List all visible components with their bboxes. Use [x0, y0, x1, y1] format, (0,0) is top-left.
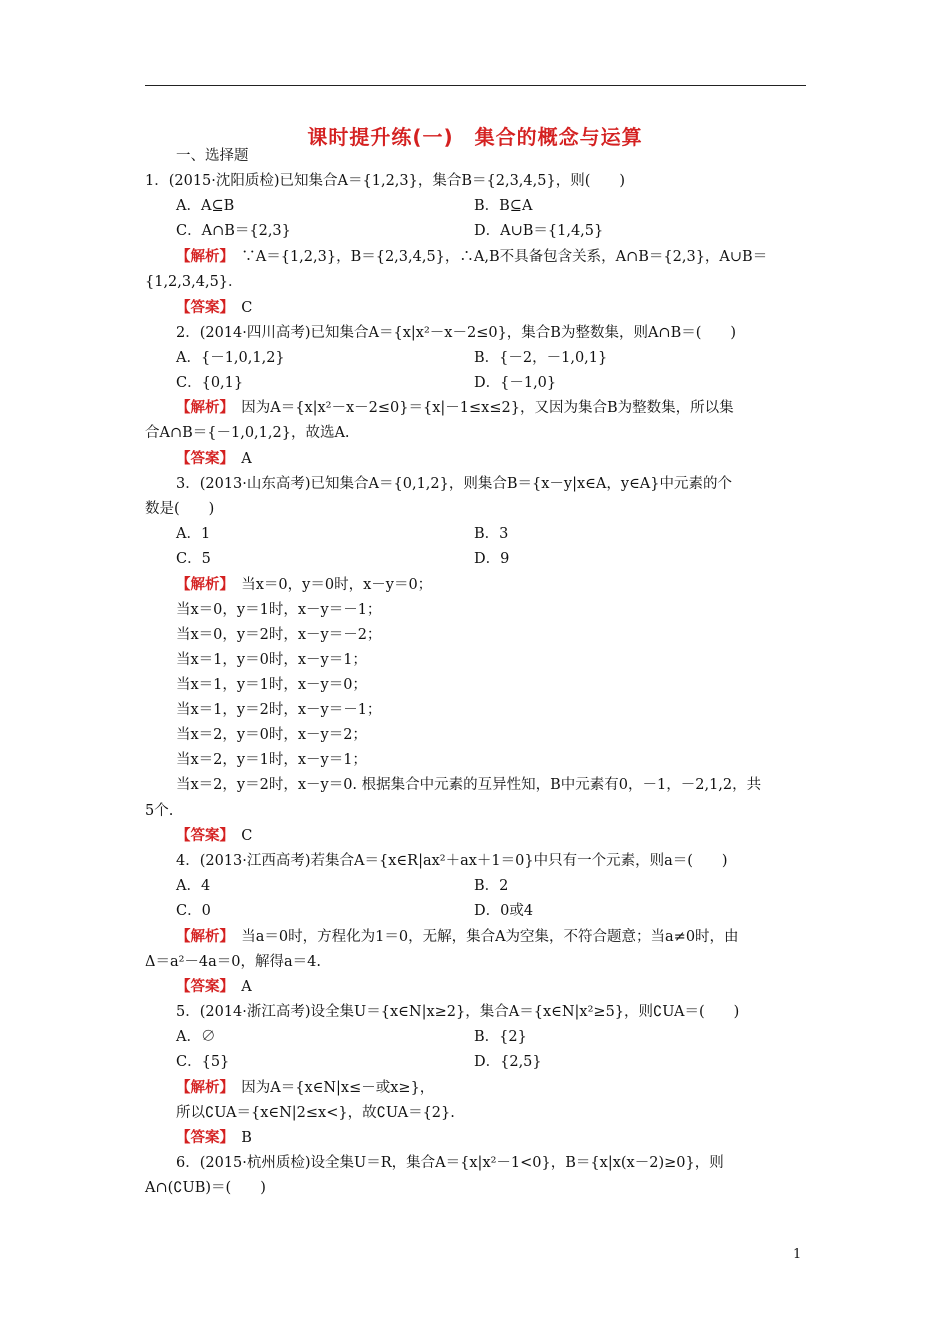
section-heading: 一、选择题	[176, 148, 249, 164]
question-6-stem-cont: A∩(∁UB)＝( )	[145, 1180, 266, 1196]
analysis-tag: 【解析】	[176, 400, 227, 416]
q1-option-b: B．B⊆A	[474, 198, 533, 214]
analysis-text: 因为A＝{x|x²－x－2≤0}＝{x|－1≤x≤2}，又因为集合B为整数集，所以集	[226, 400, 734, 416]
q3-case: 当x＝1，y＝0时，x－y＝1；	[176, 652, 367, 668]
q4-analysis-cont: Δ＝a²－4a＝0，解得a＝4.	[145, 954, 322, 970]
answer-tag: 【答案】	[176, 979, 227, 995]
answer-text: C	[226, 828, 253, 844]
q1-analysis	[176, 246, 767, 268]
analysis-text: 当x＝0，y＝0时，x－y＝0；	[226, 577, 433, 593]
question-3-stem-cont: 数是( )	[145, 501, 215, 517]
q5-analysis	[176, 1077, 434, 1099]
q5-analysis-cont: 所以∁UA＝{x∈N|2≤x<}，故∁UA＝{2}.	[176, 1105, 455, 1121]
analysis-text: 当a＝0时，方程化为1＝0，无解，集合A为空集，不符合题意；当a≠0时，由	[226, 929, 739, 945]
q1-option-c: C．A∩B＝{2,3}	[176, 223, 291, 239]
q1-option-a: A．A⊆B	[176, 198, 235, 214]
q2-answer	[176, 448, 252, 470]
q3-analysis-tail: 5个.	[145, 803, 174, 819]
header-rule	[145, 85, 806, 86]
q4-option-a: A．4	[176, 878, 211, 894]
question-6-stem: 6．(2015·杭州质检)设全集U＝R，集合A＝{x|x²－1<0}，B＝{x|x(x－2)≥0}，则	[176, 1155, 724, 1171]
q3-case: 当x＝2，y＝0时，x－y＝2；	[176, 727, 367, 743]
question-4-stem: 4．(2013·江西高考)若集合A＝{x∈R|ax²＋ax＋1＝0}中只有一个元素，则a＝( )	[176, 853, 728, 869]
q4-option-c: C．0	[176, 903, 211, 919]
page-title: 课时提升练(一) 集合的概念与运算	[307, 125, 643, 149]
analysis-tag: 【解析】	[176, 249, 227, 265]
q5-answer	[176, 1127, 252, 1149]
q3-option-d: D．9	[474, 551, 510, 567]
answer-text: C	[226, 300, 253, 316]
answer-text: A	[226, 979, 252, 995]
q1-answer	[176, 297, 252, 319]
q5-option-d: D．{2,5}	[474, 1054, 542, 1070]
answer-tag: 【答案】	[176, 300, 227, 316]
q4-option-d: D．0或4	[474, 903, 534, 919]
analysis-tag: 【解析】	[176, 577, 227, 593]
q2-analysis-cont: 合A∩B＝{－1,0,1,2}，故选A.	[145, 425, 350, 441]
q4-option-b: B．2	[474, 878, 509, 894]
analysis-tag: 【解析】	[176, 1080, 227, 1096]
answer-tag: 【答案】	[176, 1130, 227, 1146]
q3-case: 当x＝2，y＝1时，x－y＝1；	[176, 752, 367, 768]
q2-option-d: D．{－1,0}	[474, 375, 557, 391]
q3-case: 当x＝0，y＝2时，x－y＝－2；	[176, 627, 382, 643]
q2-analysis	[176, 397, 734, 419]
q2-option-a: A．{－1,0,1,2}	[176, 350, 285, 366]
q5-option-a: A．∅	[176, 1029, 216, 1045]
answer-text: B	[226, 1130, 252, 1146]
q4-answer	[176, 976, 252, 998]
analysis-tag: 【解析】	[176, 929, 227, 945]
answer-tag: 【答案】	[176, 828, 227, 844]
q2-option-b: B．{－2，－1,0,1}	[474, 350, 608, 366]
question-3-stem: 3．(2013·山东高考)已知集合A＝{0,1,2}，则集合B＝{x－y|x∈A，y∈A}中元素的个	[176, 476, 733, 492]
q3-case: 当x＝0，y＝1时，x－y＝－1；	[176, 602, 382, 618]
q1-analysis-cont: {1,2,3,4,5}．	[145, 274, 243, 290]
answer-text: A	[226, 451, 252, 467]
q3-option-a: A．1	[176, 526, 211, 542]
q3-case: 当x＝1，y＝1时，x－y＝0；	[176, 677, 367, 693]
question-2-stem: 2．(2014·四川高考)已知集合A＝{x|x²－x－2≤0}，集合B为整数集，则A∩B＝( )	[176, 325, 737, 341]
analysis-text: ∵A＝{1,2,3}，B＝{2,3,4,5}，∴A,B不具备包含关系，A∩B＝{2,3}，A∪B＝	[226, 249, 768, 265]
q5-option-c: C．{5}	[176, 1054, 230, 1070]
q3-analysis	[176, 574, 432, 596]
q3-answer	[176, 825, 252, 847]
q3-option-c: C．5	[176, 551, 211, 567]
q3-case: 当x＝2，y＝2时，x－y＝0. 根据集合中元素的互异性知，B中元素有0，－1，－2,1,2，共	[176, 777, 762, 793]
q1-option-d: D．A∪B＝{1,4,5}	[474, 223, 604, 239]
question-5-stem: 5．(2014·浙江高考)设全集U＝{x∈N|x≥2}，集合A＝{x∈N|x²≥5}，则∁UA＝( )	[176, 1004, 740, 1020]
answer-tag: 【答案】	[176, 451, 227, 467]
q5-option-b: B．{2}	[474, 1029, 527, 1045]
page-number: 1	[793, 1247, 802, 1262]
q2-option-c: C．{0,1}	[176, 375, 244, 391]
question-1-stem: 1．(2015·沈阳质检)已知集合A＝{1,2,3}，集合B＝{2,3,4,5}，则( )	[145, 173, 626, 189]
analysis-text: 因为A＝{x∈N|x≤－或x≥}，	[226, 1080, 435, 1096]
q4-analysis	[176, 926, 739, 948]
q3-case: 当x＝1，y＝2时，x－y＝－1；	[176, 702, 382, 718]
q3-option-b: B．3	[474, 526, 509, 542]
